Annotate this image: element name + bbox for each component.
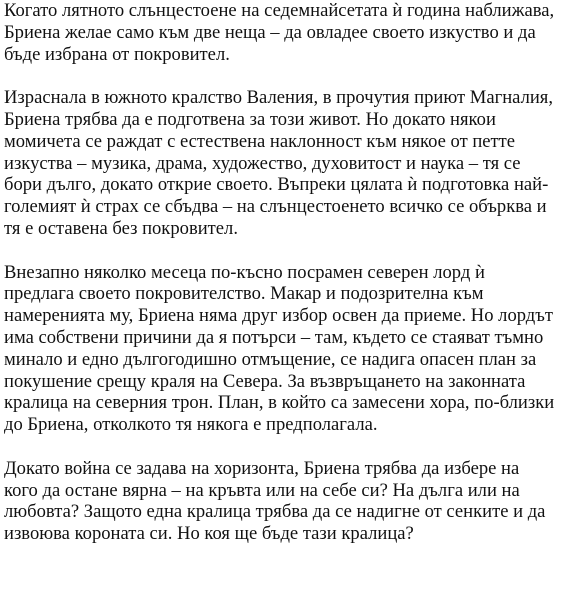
paragraph-4: [4, 458, 576, 545]
paragraph-3: [4, 262, 576, 436]
text-line: покушение срещу краля на Севера. За възвръщането на законната: [4, 370, 526, 392]
paragraph-1: [4, 0, 576, 65]
text-line: намеренията му, Бриена няма друг избор освен да приеме. Но лордът: [4, 305, 553, 327]
text-line: Бриена желае само към две неща – да овладее своето изкуство и да: [4, 21, 536, 43]
text-line: бори дълго, докато открие своето. Въпреки цялата ѝ подготовка най-: [4, 174, 549, 196]
text-line: има собствени причини да я потърси – там, където се стаяват тъмно: [4, 326, 544, 348]
paragraph-2: [4, 87, 576, 240]
text-line: предлага своето покровителство. Макар и подозрителна към: [4, 283, 484, 305]
text-line: момичета се раждат с естествена наклонност към някое от петте: [4, 130, 516, 152]
text-line: извоюва короната си. Но коя ще бъде тази кралица?: [4, 523, 414, 545]
text-line: минало и едно дългогодишно отмъщение, се надига опасен план за: [4, 348, 537, 370]
text-line: бъде избрана от покровител.: [4, 43, 230, 65]
document-body: [4, 0, 576, 567]
text-line: Внезапно няколко месеца по-късно посрамен северен лорд ѝ: [4, 261, 485, 283]
text-line: тя е оставена без покровител.: [4, 217, 238, 239]
text-line: Когато лятното слънцестоене на седемнайсетата ѝ година наближава,: [4, 0, 555, 21]
text-line: до Бриена, отколкото тя някога е предполагала.: [4, 414, 378, 436]
text-line: кралица на северния трон. План, в който са замесени хора, по-близки: [4, 392, 555, 414]
text-line: Докато война се задава на хоризонта, Бриена трябва да избере на: [4, 457, 520, 479]
text-line: Израснала в южното кралство Валения, в прочутия приют Магналия,: [4, 87, 553, 109]
text-line: изкуства – музика, драма, художество, духовитост и наука – тя се: [4, 152, 521, 174]
text-line: любовта? Защото една кралица трябва да се надигне от сенките и да: [4, 501, 546, 523]
text-line: кого да остане вярна – на кръвта или на себе си? На дълга или на: [4, 479, 520, 501]
text-line: Бриена трябва да е подготвена за този живот. Но докато някои: [4, 108, 496, 130]
text-line: големият ѝ страх се сбъдва – на слънцестоенето всичко се обърква и: [4, 196, 547, 218]
